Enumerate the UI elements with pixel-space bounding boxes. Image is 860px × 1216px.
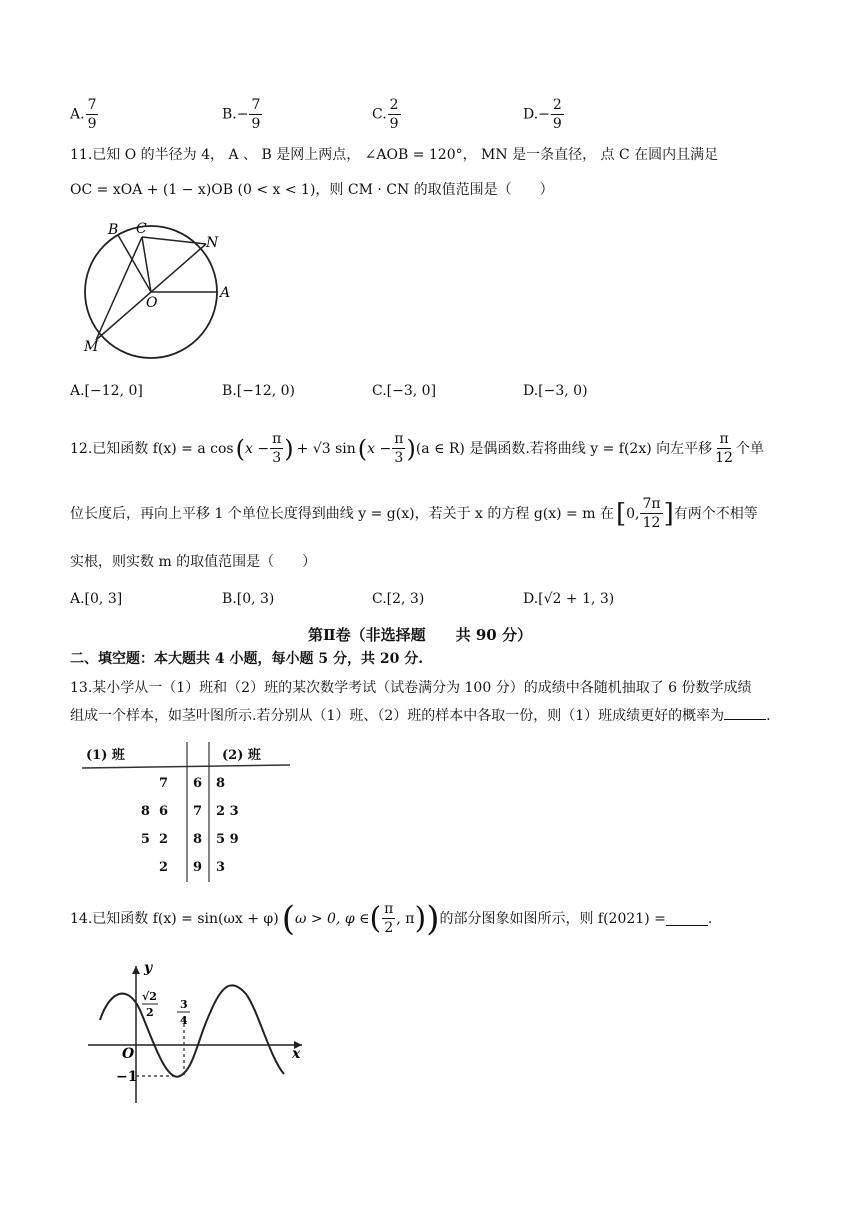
stem-leaf-plot bbox=[76, 738, 292, 884]
q11-line2: OC = xOA + (1 − x)OB (0 < x < 1)，则 CM · CN 的取值范围是（ ） bbox=[70, 182, 554, 198]
q14-line: 14.已知函数 f(x) = sin(ωx + φ) ( ω > 0, φ ∈ ( $\frac{\pi}{2}$ , π ) ) 的部分图象如图所示，则 f(2021) = . bbox=[70, 898, 713, 939]
q13-answer-blank bbox=[724, 705, 766, 720]
label-a: A bbox=[220, 285, 231, 301]
leaf-left-row2: 8 6 bbox=[140, 804, 168, 819]
y-axis-arrow bbox=[132, 966, 140, 974]
label-y-axis: y bbox=[144, 960, 153, 976]
q12-option-a: A.[0, 3] bbox=[70, 591, 123, 607]
leaf-right-row3: 5 9 bbox=[216, 832, 239, 847]
label-b: B bbox=[108, 222, 119, 238]
q11-option-c: C.[−3, 0] bbox=[372, 383, 437, 399]
segment-cm bbox=[96, 237, 142, 340]
stem-row2: 7 bbox=[193, 804, 203, 819]
q10-option-b: B.− $\frac{7}{9}$ bbox=[222, 97, 261, 132]
leaf-left-row1: 7 bbox=[158, 776, 168, 791]
stem-leaf-header-left: (1) 班 bbox=[86, 748, 125, 763]
segment-cn bbox=[142, 237, 206, 244]
leaf-right-row4: 3 bbox=[216, 860, 226, 875]
label-sqrt2: √2 bbox=[142, 990, 157, 1003]
section2-title: 二、填空题：本大题共 4 小题，每小题 5 分，共 20 分. bbox=[70, 651, 424, 667]
part2-title: 第Ⅱ卷（非选择题 共 90 分） bbox=[308, 626, 532, 644]
q12-option-d: D.[√2 + 1, 3) bbox=[523, 591, 615, 607]
q11-circle-figure bbox=[78, 215, 248, 365]
leaf-right-row2: 2 3 bbox=[216, 804, 239, 819]
stem-row4: 9 bbox=[193, 860, 203, 875]
q12-line3: 实根，则实数 m 的取值范围是（ ） bbox=[70, 554, 317, 570]
q11-line1: 11.已知 O 的半径为 4， A 、 B 是网上两点， ∠AOB = 120°， MN 是一条直径， 点 C 在圆内且满足 bbox=[70, 147, 719, 163]
q12-line1: 12.已知函数 f(x) = a cos ( x − $\frac{\pi}{3}$ ) + √3 sin ( x − $\frac{\pi}{3}$ ) (a ∈ R) 是偶函数.若将曲线 y = f(2x) 向左平移 $\frac{\pi}{12}$ 个单 bbox=[70, 431, 764, 466]
q14-answer-blank bbox=[666, 911, 708, 926]
q11-option-a: A.[−12, 0] bbox=[70, 383, 143, 399]
label-origin: O bbox=[122, 1046, 135, 1062]
q12-option-c: C.[2, 3) bbox=[372, 591, 425, 607]
label-x-axis: x bbox=[292, 1046, 301, 1062]
label-minus-one: −1 bbox=[116, 1069, 138, 1085]
q11-option-b: B.[−12, 0) bbox=[222, 383, 296, 399]
stem-leaf-header-right: (2) 班 bbox=[222, 748, 261, 763]
q10-option-c: C. $\frac{2}{9}$ bbox=[372, 97, 399, 132]
q10-option-d: D.− $\frac{2}{9}$ bbox=[523, 97, 562, 132]
q12-line2: 位长度后，再向上平移 1 个单位长度得到曲线 y = g(x)，若关于 x 的方程 g(x) = m 在 [ 0, $\frac{7\pi}{12}$ ] 有两个不相等 bbox=[70, 496, 758, 531]
q11-option-d: D.[−3, 0) bbox=[523, 383, 588, 399]
sine-curve bbox=[100, 985, 284, 1076]
q13-line2: 组成一个样本，如茎叶图所示.若分别从（1）班、（2）班的样本中各取一份，则（1）班成绩更好的概率为 . bbox=[70, 705, 771, 726]
label-three: 3 bbox=[180, 998, 188, 1011]
stem-row3: 8 bbox=[193, 832, 203, 847]
header-rule bbox=[82, 765, 290, 768]
label-two: 2 bbox=[146, 1006, 154, 1019]
label-four: 4 bbox=[180, 1014, 188, 1027]
label-n: N bbox=[206, 235, 219, 251]
q12-option-b: B.[0, 3) bbox=[222, 591, 275, 607]
leaf-left-row4: 2 bbox=[158, 860, 168, 875]
label-o: O bbox=[146, 295, 158, 311]
q14-sine-graph bbox=[80, 958, 310, 1108]
q13-line1: 13.某小学从一（1）班和（2）班的某次数学考试（试卷满分为 100 分）的成绩中各随机抽取了 6 份数学成绩 bbox=[70, 680, 752, 696]
leaf-left-row3: 5 2 bbox=[140, 832, 168, 847]
q10-option-a: A. $\frac{7}{9}$ bbox=[70, 97, 97, 132]
stem-row1: 6 bbox=[193, 776, 203, 791]
leaf-right-row1: 8 bbox=[216, 776, 226, 791]
label-c: C bbox=[136, 221, 147, 237]
label-m: M bbox=[84, 339, 99, 355]
